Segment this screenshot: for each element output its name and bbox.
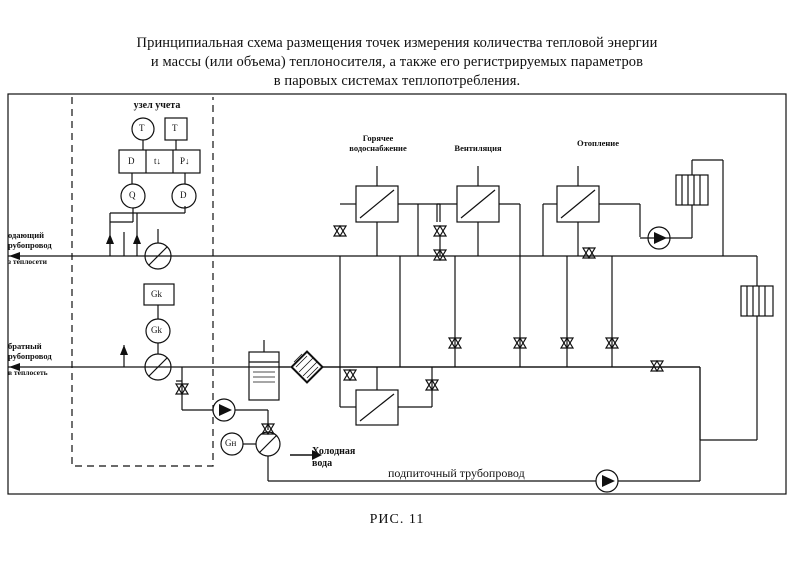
- flowmeter-Gk-box-label: Gk: [151, 289, 162, 299]
- sensor-t-label: t↓: [154, 156, 162, 166]
- consumer-dhw-label-2: водоснабжение: [349, 143, 407, 153]
- title-line-2: и массы (или объема) теплоносителя, а также его регистрируемых параметров: [150, 54, 644, 70]
- cold-water-label-2: вода: [312, 458, 333, 469]
- sensor-D2-label: D: [180, 190, 187, 200]
- valve-dhw-low-b: [344, 370, 356, 380]
- supply-branch-arrow: [106, 234, 114, 244]
- radiator-upper: [676, 175, 708, 205]
- consumer-dhw-label-1: Горячее: [362, 133, 394, 143]
- makeup-pipe-label: подпиточный трубопровод: [388, 466, 525, 480]
- meter-unit-title: узел учета: [133, 100, 181, 111]
- cold-water-label-1: Холодная: [312, 446, 356, 457]
- dhw-hx-slash: [360, 190, 394, 218]
- title-line-1: Принципиальная схема размещения точек измерения количества тепловой энергии: [136, 35, 658, 51]
- diagram-frame: [8, 94, 786, 494]
- sensor-T2-label: T: [172, 123, 178, 133]
- return-pipe-label-2: рубопровод: [8, 351, 52, 361]
- consumer-ventilation-label: Вентиляция: [454, 143, 502, 153]
- supply-pipe-label-3: з теплосети: [8, 257, 47, 266]
- title-line-3: в паровых системах теплопотребления.: [273, 73, 521, 89]
- supply-pipe-label-1: одающий: [8, 230, 45, 240]
- figure-caption: РИС. 11: [369, 512, 425, 527]
- supply-branch-arrow-2: [133, 234, 141, 244]
- sensor-T1-label: T: [139, 123, 145, 133]
- valve-bottom-right-b: [651, 361, 663, 371]
- consumer-heating-label: Отопление: [577, 138, 619, 148]
- valve-dhw-b: [334, 226, 346, 236]
- heating-hx-slash: [561, 190, 595, 218]
- makeup-pump-2-impeller: [602, 475, 615, 487]
- sensor-Q-label: Q: [129, 190, 136, 200]
- radiator-lower: [741, 286, 773, 316]
- makeup-pump-slash: [259, 435, 277, 453]
- valve-dhw2-b: [434, 226, 446, 236]
- meter-unit-boundary: [72, 97, 213, 466]
- sensor-D-label: D: [128, 156, 135, 166]
- supply-pipe-label-2: рубопровод: [8, 240, 52, 250]
- vent-hx-slash: [461, 190, 495, 218]
- flowmeter-Gk-circle-label: Gk: [151, 325, 162, 335]
- heating-pump-impeller: [654, 232, 667, 244]
- return-branch-arrow: [120, 345, 128, 355]
- makeup-meter-label: Gн: [225, 438, 237, 448]
- pump-1-impeller: [219, 404, 232, 416]
- return-pipe-label-1: братный: [8, 341, 42, 351]
- valve-bottom-right-a: [651, 361, 663, 371]
- dhw-lower-hx-slash: [360, 394, 394, 421]
- sensor-P-label: P↓: [180, 156, 190, 166]
- storage-tank: [249, 352, 279, 400]
- valve-dhw-low-a: [344, 370, 356, 380]
- filter-element: [291, 351, 323, 383]
- valve-dhw-a: [334, 226, 346, 236]
- valve-dhw2-a: [434, 226, 446, 236]
- return-pipe-label-3: в теплосеть: [8, 368, 48, 377]
